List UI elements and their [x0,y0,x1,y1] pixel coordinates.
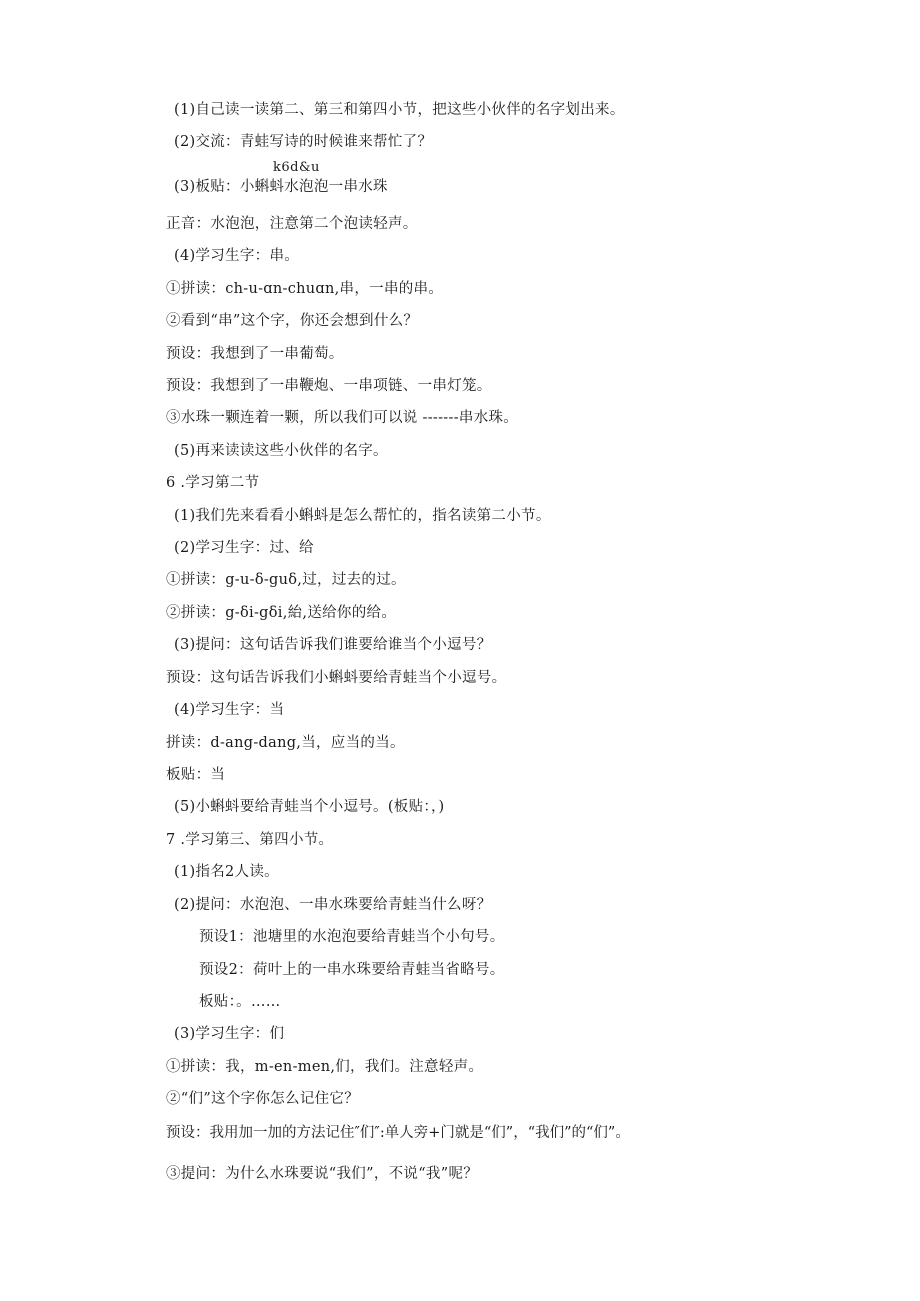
text-line: 预设：这句话告诉我们小蝌蚪要给青蛙当个小逗号。 [166,670,507,686]
text-line: ③水珠一颗连着一颗，所以我们可以说 -------串水珠。 [166,410,519,426]
text-line: ③提问：为什么水珠要说“我们”，不说“我”呢？ [166,1166,479,1182]
text-line: (1)我们先来看看小蝌蚪是怎么帮忙的，指名读第二小节。 [174,508,551,524]
text-line: ①拼读：我，m-en-men,们，我们。注意轻声。 [166,1059,484,1075]
text-line: 板贴：当 [166,767,226,783]
text-line: 板贴：。…… [199,994,281,1010]
text-line: 正音：水泡泡，注意第二个泡读轻声。 [166,216,418,232]
text-line: (1)指名2人读。 [174,864,279,880]
section-heading: 7 .学习第三、第四小节。 [166,832,334,848]
text-line: (2)学习生字：过、给 [174,540,314,556]
text-line: (5)再来读读这些小伙伴的名字。 [174,443,388,459]
text-line: 预设：我想到了一串鞭炮、一串项链、一串灯笼。 [166,378,492,394]
text-line: 拼读：d-ang-dang,当，应当的当。 [166,735,405,751]
text-line: 预设2：荷叶上的一串水珠要给青蛙当省略号。 [199,962,505,978]
text-line: ②“们”这个字你怎么记住它？ [166,1091,360,1107]
text-line: 预设：我用加一加的方法记住″们″:单人旁+门就是“们”，“我们”的“们”。 [166,1125,630,1141]
text-line: (2)提问：水泡泡、一串水珠要给青蛙当什么呀？ [174,897,492,913]
text-line: ①拼读：ch-u-ɑn-chuɑn,串，一串的串。 [166,281,444,297]
text-line: 预设1：池塘里的水泡泡要给青蛙当个小句号。 [199,929,505,945]
text-line: ②看到“串”这个字，你还会想到什么？ [166,313,419,329]
text-line: (4)学习生字：串。 [174,248,300,264]
text-line: (3)板贴：小蝌蚪水泡泡一串水珠 [174,179,388,195]
text-line: (2)交流：青蛙写诗的时候谁来帮忙了？ [174,134,433,150]
text-line: (3)提问：这句话告诉我们谁要给谁当个小逗号？ [174,637,492,653]
text-line: 预设：我想到了一串葡萄。 [166,346,344,362]
pinyin-annotation: k6d&u [273,160,320,175]
text-line: (4)学习生字：当 [174,702,285,718]
text-line: (5)小蝌蚪要给青蛙当个小逗号。(板贴：，) [174,799,445,815]
text-line: ②拼读：g-δi-gδi,紿,送给你的给。 [166,605,397,621]
section-heading: 6 .学习第二节 [166,475,260,491]
text-line: (3)学习生字：们 [174,1026,285,1042]
text-line: ①拼读：g-u-δ-guδ,过，过去的过。 [166,572,406,588]
text-line: (1)自己读一读第二、第三和第四小节，把这些小伙伴的名字划出来。 [174,102,625,118]
